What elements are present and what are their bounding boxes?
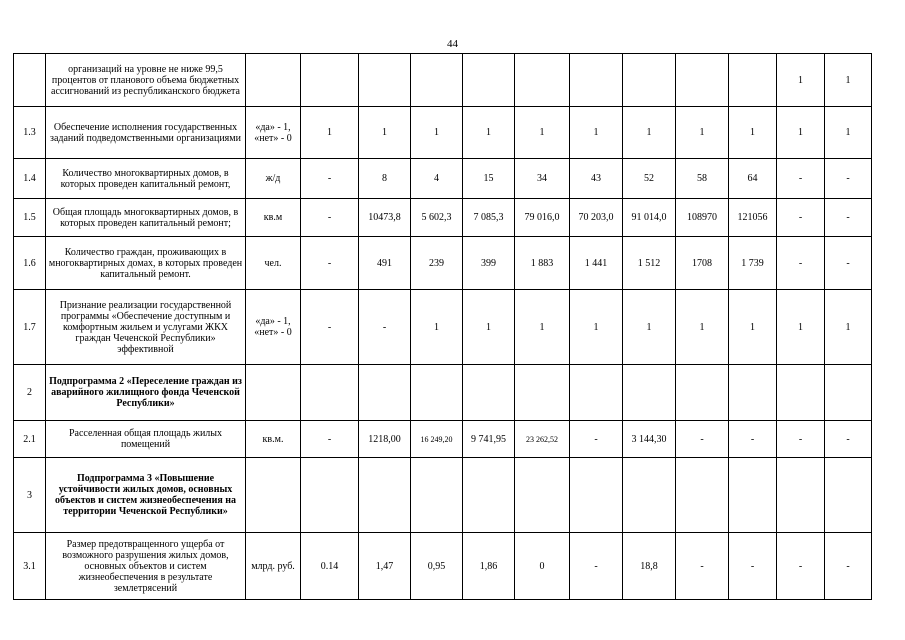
row-number: [14, 54, 46, 107]
value-cell: 1: [623, 107, 676, 159]
value-cell: -: [301, 159, 359, 199]
indicator-name: Обеспечение исполнения государственных заданий подведомственными организациями: [46, 107, 246, 159]
unit-cell: чел.: [246, 237, 301, 290]
value-cell: 121056: [729, 199, 777, 237]
unit-cell: «да» - 1, «нет» - 0: [246, 107, 301, 159]
value-cell: 5 602,3: [411, 199, 463, 237]
value-cell: 52: [623, 159, 676, 199]
value-cell: -: [825, 237, 872, 290]
value-cell: 0: [515, 533, 570, 600]
value-cell: -: [570, 533, 623, 600]
value-cell: 58: [676, 159, 729, 199]
value-cell: -: [359, 290, 411, 365]
value-cell: [825, 458, 872, 533]
indicator-name: Признание реализации государственной программы «Обеспечение доступным и комфортным жильем и услугами ЖКХ граждан Чеченской Республики» эффективной: [46, 290, 246, 365]
value-cell: 399: [463, 237, 515, 290]
value-cell: 1 512: [623, 237, 676, 290]
value-cell: -: [777, 533, 825, 600]
value-cell: [359, 365, 411, 421]
value-cell: 1: [570, 290, 623, 365]
value-cell: -: [777, 159, 825, 199]
value-cell: 1: [623, 290, 676, 365]
value-cell: -: [825, 199, 872, 237]
value-cell: 1: [729, 107, 777, 159]
value-cell: [411, 365, 463, 421]
unit-cell: млрд. руб.: [246, 533, 301, 600]
value-cell: [825, 365, 872, 421]
unit-cell: [246, 54, 301, 107]
value-cell: 0,95: [411, 533, 463, 600]
value-cell: -: [777, 199, 825, 237]
value-cell: -: [301, 421, 359, 458]
unit-cell: кв.м: [246, 199, 301, 237]
table-row: [14, 54, 872, 107]
value-cell: [359, 54, 411, 107]
value-cell: 1: [301, 107, 359, 159]
value-cell: [777, 458, 825, 533]
unit-cell: [246, 458, 301, 533]
value-cell: [729, 54, 777, 107]
page-number: 44: [447, 38, 458, 50]
value-cell: [463, 458, 515, 533]
value-cell: 0.14: [301, 533, 359, 600]
table-row: [14, 199, 872, 237]
value-cell: 10473,8: [359, 199, 411, 237]
value-cell: -: [729, 421, 777, 458]
value-cell: -: [570, 421, 623, 458]
unit-cell: «да» - 1, «нет» - 0: [246, 290, 301, 365]
value-cell: -: [301, 237, 359, 290]
value-cell: [463, 365, 515, 421]
indicator-name: Общая площадь многоквартирных домов, в которых проведен капитальный ремонт;: [46, 199, 246, 237]
table-row: [14, 533, 872, 600]
value-cell: 7 085,3: [463, 199, 515, 237]
value-cell: [463, 54, 515, 107]
value-cell: 70 203,0: [570, 199, 623, 237]
value-cell: 1 883: [515, 237, 570, 290]
value-cell: 1: [411, 290, 463, 365]
value-cell: 8: [359, 159, 411, 199]
indicator-name: Подпрограмма 3 «Повышение устойчивости жилых домов, основных объектов и систем жизнеобеспечения на территории Чеченской Республики»: [46, 458, 246, 533]
unit-cell: ж/д: [246, 159, 301, 199]
indicator-name: Подпрограмма 2 «Переселение граждан из аварийного жилищного фонда Чеченской Республики»: [46, 365, 246, 421]
indicator-name: Количество граждан, проживающих в многоквартирных домах, в которых проведен капитальный ремонт.: [46, 237, 246, 290]
indicator-name: организаций на уровне не ниже 99,5 процентов от планового объема бюджетных ассигнований из республиканского бюджета: [46, 54, 246, 107]
value-cell: [676, 458, 729, 533]
unit-cell: кв.м.: [246, 421, 301, 458]
row-number: 3.1: [14, 533, 46, 600]
unit-cell: [246, 365, 301, 421]
value-cell: 3 144,30: [623, 421, 676, 458]
value-cell: 1: [359, 107, 411, 159]
row-number: 1.7: [14, 290, 46, 365]
value-cell: 1,47: [359, 533, 411, 600]
value-cell: 1: [825, 107, 872, 159]
value-cell: 1: [676, 107, 729, 159]
value-cell: 1 739: [729, 237, 777, 290]
value-cell: -: [676, 533, 729, 600]
value-cell: 1: [411, 107, 463, 159]
value-cell: -: [301, 199, 359, 237]
table-row: [14, 365, 872, 421]
value-cell: -: [301, 290, 359, 365]
value-cell: 23 262,52: [515, 421, 570, 458]
value-cell: [676, 54, 729, 107]
value-cell: 1: [825, 54, 872, 107]
value-cell: 34: [515, 159, 570, 199]
value-cell: 1: [729, 290, 777, 365]
value-cell: [623, 365, 676, 421]
value-cell: 9 741,95: [463, 421, 515, 458]
value-cell: [301, 54, 359, 107]
value-cell: [515, 458, 570, 533]
value-cell: 239: [411, 237, 463, 290]
value-cell: 18,8: [623, 533, 676, 600]
value-cell: [729, 365, 777, 421]
value-cell: [570, 365, 623, 421]
value-cell: 91 014,0: [623, 199, 676, 237]
value-cell: [777, 365, 825, 421]
value-cell: [623, 54, 676, 107]
row-number: 1.3: [14, 107, 46, 159]
value-cell: 1: [463, 290, 515, 365]
value-cell: -: [777, 421, 825, 458]
value-cell: [729, 458, 777, 533]
table-row: [14, 237, 872, 290]
indicators-table: [13, 53, 872, 600]
value-cell: -: [729, 533, 777, 600]
value-cell: [411, 458, 463, 533]
value-cell: 16 249,20: [411, 421, 463, 458]
table-row: [14, 458, 872, 533]
value-cell: 1708: [676, 237, 729, 290]
value-cell: -: [825, 533, 872, 600]
value-cell: 4: [411, 159, 463, 199]
value-cell: [515, 54, 570, 107]
indicator-name: Размер предотвращенного ущерба от возможного разрушения жилых домов, основных объектов и систем жизнеобеспечения в результате землетрясений: [46, 533, 246, 600]
table-row: [14, 290, 872, 365]
table-row: [14, 421, 872, 458]
value-cell: [359, 458, 411, 533]
value-cell: [623, 458, 676, 533]
value-cell: 108970: [676, 199, 729, 237]
row-number: 1.5: [14, 199, 46, 237]
row-number: 1.6: [14, 237, 46, 290]
value-cell: 1: [463, 107, 515, 159]
value-cell: 1: [676, 290, 729, 365]
value-cell: [411, 54, 463, 107]
table-row: [14, 107, 872, 159]
value-cell: 1: [515, 107, 570, 159]
value-cell: 1,86: [463, 533, 515, 600]
value-cell: 1: [777, 290, 825, 365]
value-cell: 1 441: [570, 237, 623, 290]
value-cell: 1: [777, 54, 825, 107]
row-number: 3: [14, 458, 46, 533]
value-cell: [301, 365, 359, 421]
value-cell: [570, 458, 623, 533]
value-cell: 79 016,0: [515, 199, 570, 237]
row-number: 2.1: [14, 421, 46, 458]
value-cell: [570, 54, 623, 107]
row-number: 2: [14, 365, 46, 421]
indicator-name: Количество многоквартирных домов, в которых проведен капитальный ремонт,: [46, 159, 246, 199]
value-cell: 1218,00: [359, 421, 411, 458]
value-cell: 1: [777, 107, 825, 159]
value-cell: -: [777, 237, 825, 290]
table-row: [14, 159, 872, 199]
value-cell: -: [825, 421, 872, 458]
value-cell: 1: [515, 290, 570, 365]
value-cell: -: [825, 159, 872, 199]
value-cell: [515, 365, 570, 421]
value-cell: 491: [359, 237, 411, 290]
value-cell: 43: [570, 159, 623, 199]
value-cell: 64: [729, 159, 777, 199]
value-cell: 1: [570, 107, 623, 159]
value-cell: [676, 365, 729, 421]
value-cell: -: [676, 421, 729, 458]
indicator-name: Расселенная общая площадь жилых помещений: [46, 421, 246, 458]
row-number: 1.4: [14, 159, 46, 199]
value-cell: 1: [825, 290, 872, 365]
value-cell: 15: [463, 159, 515, 199]
value-cell: [301, 458, 359, 533]
